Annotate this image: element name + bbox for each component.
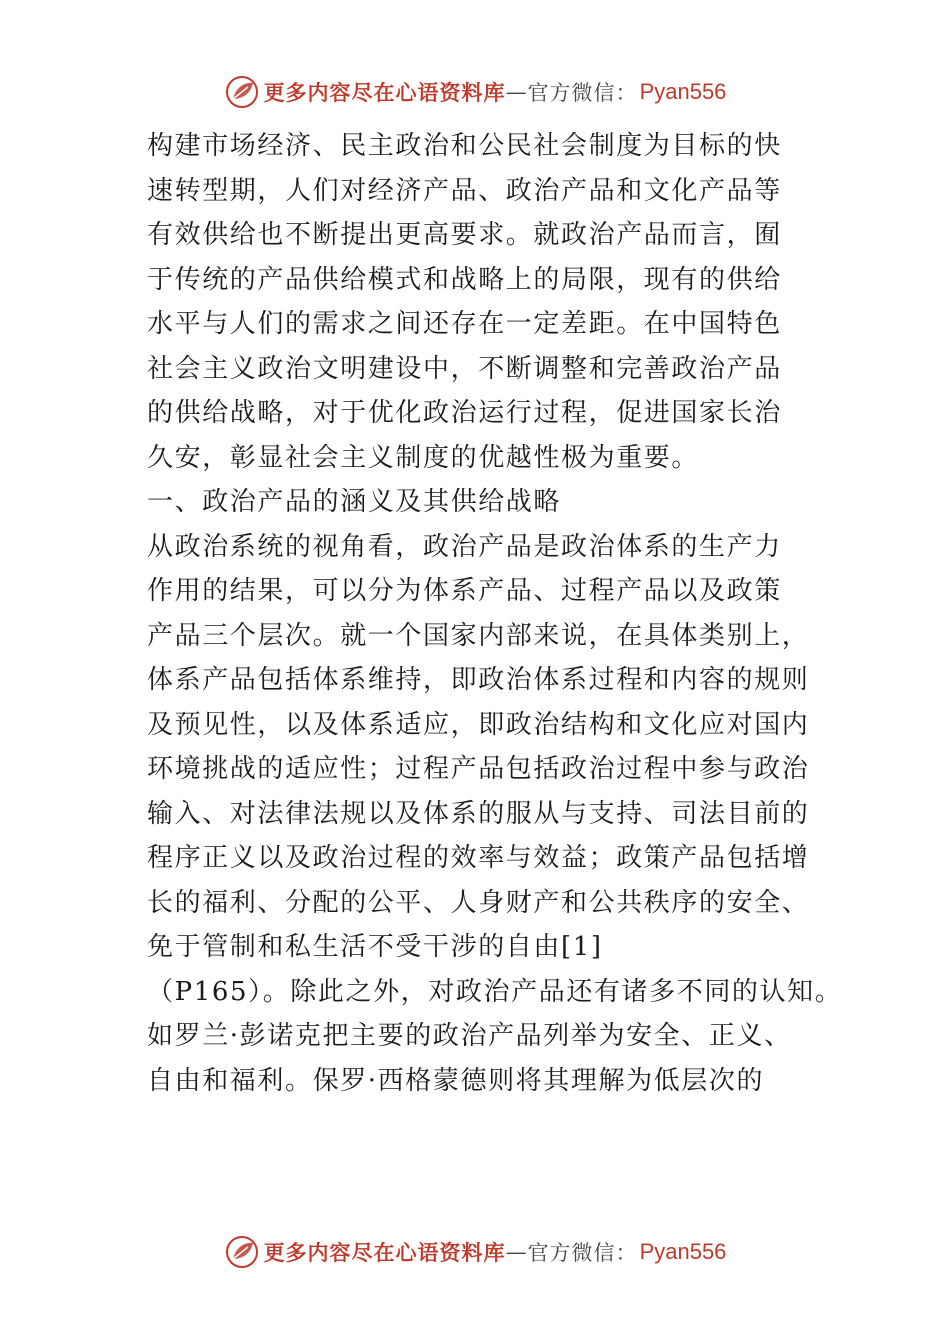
header-brand-text: 更多内容尽在心语资料库 (263, 80, 506, 105)
section-heading: 一、政治产品的涵义及其供给战略 (147, 487, 562, 517)
body-line: 自由和福利。保罗·西格蒙德则将其理解为低层次的 (147, 1065, 765, 1096)
body-line: 从政治系统的视角看，政治产品是政治体系的生产力 (147, 531, 782, 562)
body-line: 长的福利、分配的公平、人身财产和公共秩序的安全、 (147, 887, 810, 918)
body-line: 社会主义政治文明建设中，不断调整和完善政治产品 (147, 353, 782, 384)
body-line: 的供给战略，对于优化政治运行过程，促进国家长治 (147, 398, 782, 428)
body-line: 环境挑战的适应性；过程产品包括政治过程中参与政治 (147, 754, 810, 784)
header-wechat-label: 官方微信： (527, 81, 638, 105)
body-line: 速转型期，人们对经济产品、政治产品和文化产品等 (147, 175, 782, 206)
body-line: 免于管制和私生活不受干涉的自由[1] (147, 932, 603, 962)
leaf-logo-icon (224, 1234, 260, 1270)
body-line: 于传统的产品供给模式和战略上的局限，现有的供给 (147, 264, 782, 295)
body-line: 体系产品包括体系维持，即政治体系过程和内容的规则 (147, 665, 810, 695)
footer-wechat-id: Pyan556 (639, 1239, 727, 1264)
header-wechat-id: Pyan556 (639, 79, 727, 104)
body-line: 水平与人们的需求之间还存在一定差距。在中国特色 (147, 309, 782, 339)
header-banner (0, 70, 950, 114)
body-line: 如罗兰·彭诺克把主要的政治产品列举为安全、正义、 (147, 1021, 792, 1051)
body-line: 产品三个层次。就一个国家内部来说，在具体类别上， (147, 620, 810, 651)
body-line: 程序正义以及政治过程的效率与效益；政策产品包括增 (147, 843, 810, 873)
body-line: 作用的结果，可以分为体系产品、过程产品以及政策 (147, 576, 782, 606)
body-line: 及预见性，以及体系适应，即政治结构和文化应对国内 (147, 709, 810, 740)
footer-banner (0, 1230, 950, 1274)
body-line: 构建市场经济、民主政治和公民社会制度为目标的快 (147, 131, 782, 161)
body-line: 久安，彰显社会主义制度的优越性极为重要。 (147, 442, 700, 473)
footer-brand-text: 更多内容尽在心语资料库 (263, 1240, 506, 1265)
document-body (147, 124, 843, 1103)
body-line: （P165）。除此之外，对政治产品还有诸多不同的认知。 (147, 976, 843, 1007)
header-separator: — (505, 80, 528, 104)
body-line: 有效供给也不断提出更高要求。就政治产品而言，囿 (147, 220, 782, 250)
footer-separator: — (505, 1240, 528, 1264)
footer-wechat-label: 官方微信： (527, 1241, 638, 1265)
leaf-logo-icon (224, 74, 260, 110)
body-line: 输入、对法律法规以及体系的服从与支持、司法目前的 (147, 798, 810, 829)
